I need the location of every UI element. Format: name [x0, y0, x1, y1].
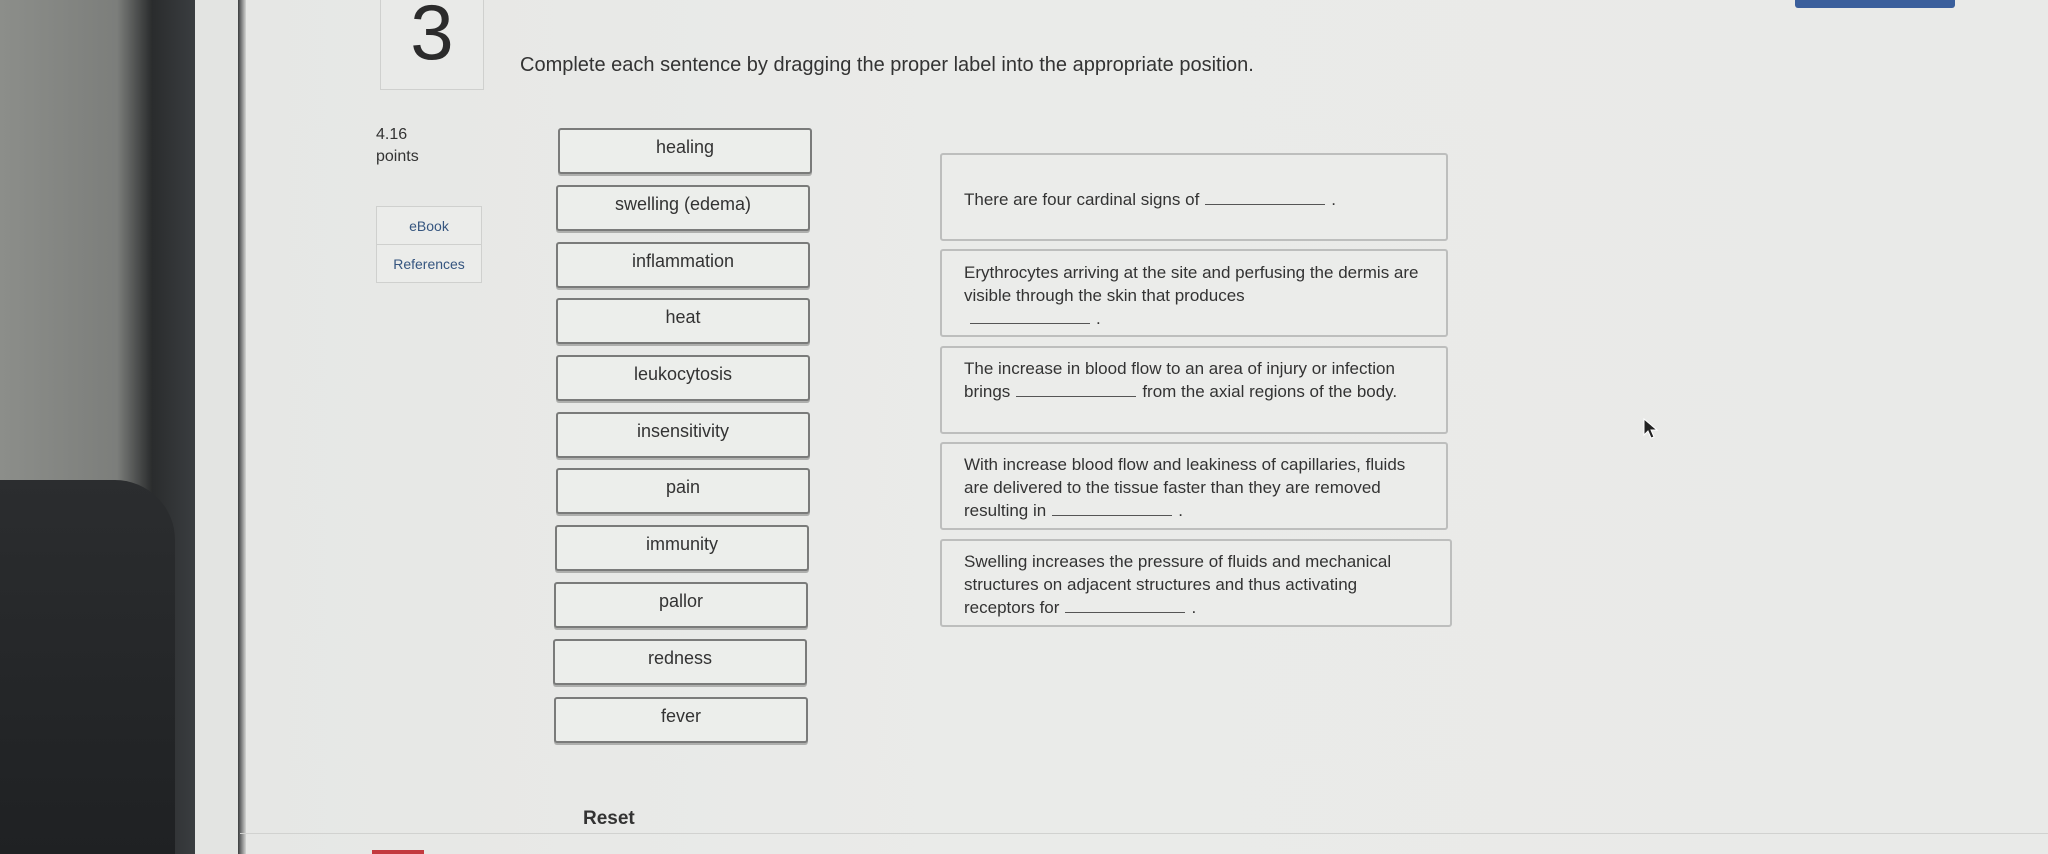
drop-target[interactable] [1205, 190, 1325, 205]
draggable-label[interactable]: pain [556, 468, 810, 514]
question-number-box [380, 0, 484, 90]
reset-button[interactable]: Reset [583, 808, 635, 829]
sentence-item: Swelling increases the pressure of fluids and mechanical structures on adjacent structures and thus activating receptors for . [940, 539, 1452, 627]
points-unit: points [376, 148, 419, 165]
sentence-item: With increase blood flow and leakiness of capillaries, fluids are delivered to the tissue faster than they are removed resulting in . [940, 442, 1448, 530]
draggable-label[interactable]: inflammation [556, 242, 810, 288]
draggable-label[interactable]: healing [558, 128, 812, 174]
question-number: 3 [410, 0, 454, 76]
red-marker [372, 850, 424, 854]
ebook-link[interactable]: eBook [409, 217, 449, 234]
draggable-label[interactable]: fever [554, 697, 808, 743]
points-value: 4.16 [376, 126, 408, 143]
top-accent-bar[interactable] [1795, 0, 1955, 8]
draggable-label[interactable]: swelling (edema) [556, 185, 810, 231]
sentence-item: The increase in blood flow to an area of injury or infection brings from the axial regions of the body. [940, 346, 1448, 434]
sentence-item: There are four cardinal signs of . [940, 153, 1448, 241]
side-links [376, 206, 482, 283]
draggable-label[interactable]: pallor [554, 582, 808, 628]
bezel-shadow [0, 480, 175, 854]
footer-divider [240, 833, 2048, 834]
references-link[interactable]: References [377, 244, 481, 282]
drop-target[interactable] [1065, 598, 1185, 613]
draggable-label[interactable]: leukocytosis [556, 355, 810, 401]
drop-target[interactable] [1052, 501, 1172, 516]
screen-edge [238, 0, 246, 854]
sentence-item: Erythrocytes arriving at the site and perfusing the dermis are visible through the skin that produces . [940, 249, 1448, 337]
drop-target[interactable] [1016, 382, 1136, 397]
draggable-label[interactable]: heat [556, 298, 810, 344]
points-info [376, 124, 419, 168]
question-instruction: Complete each sentence by dragging the proper label into the appropriate position. [520, 54, 1254, 76]
draggable-label[interactable]: insensitivity [556, 412, 810, 458]
draggable-label[interactable]: immunity [555, 525, 809, 571]
draggable-label[interactable]: redness [553, 639, 807, 685]
drop-target[interactable] [970, 309, 1090, 324]
